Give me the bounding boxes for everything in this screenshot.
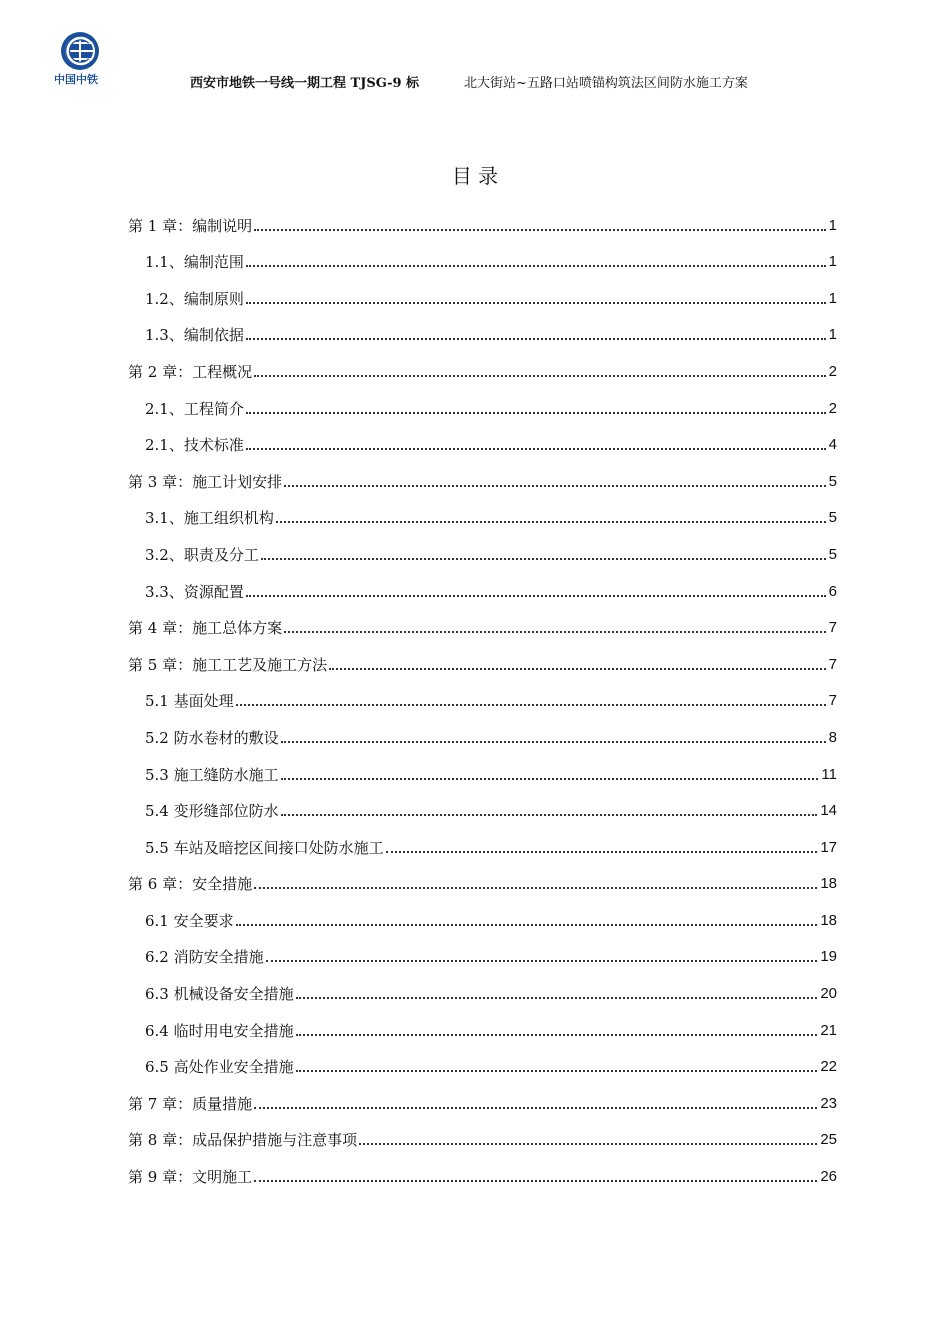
- logo-text: 中国中铁: [54, 73, 98, 86]
- toc-page-number: 1: [828, 289, 837, 307]
- toc-entry-text: 1.1、编制范围: [145, 253, 244, 272]
- toc-page-number: 4: [828, 436, 837, 454]
- toc-page-number: 2: [828, 362, 837, 380]
- toc-page-number: 1: [828, 253, 837, 271]
- toc-entry-text: 6.5 高处作业安全措施: [145, 1058, 294, 1077]
- toc-dot-leader: [296, 1034, 818, 1036]
- toc-page-number: 5: [828, 545, 837, 563]
- toc-page-number: 2: [828, 399, 837, 417]
- toc-dot-leader: [246, 265, 826, 267]
- toc-dot-leader: [254, 1180, 817, 1182]
- toc-section-entry[interactable]: [128, 751, 837, 788]
- toc-dot-leader: [329, 668, 826, 670]
- toc-page-number: 5: [828, 509, 837, 527]
- toc-section-entry[interactable]: [128, 568, 837, 605]
- toc-entry-text: 第 9 章：文明施工: [128, 1168, 253, 1187]
- toc-dot-leader: [254, 229, 826, 231]
- toc-entry-text: 第 5 章：施工工艺及施工方法: [128, 655, 328, 674]
- toc-section-entry[interactable]: [128, 714, 837, 751]
- toc-dot-leader: [266, 960, 818, 962]
- header-scheme-title: 北大街站~五路口站喷锚构筑法区间防水施工方案: [464, 76, 748, 91]
- toc-dot-leader: [276, 521, 826, 523]
- toc-section-entry[interactable]: [128, 422, 837, 459]
- toc-section-entry[interactable]: [128, 1044, 837, 1081]
- toc-entry-text: 5.3 施工缝防水施工: [145, 765, 279, 784]
- toc-chapter-entry[interactable]: [128, 861, 837, 898]
- toc-entry-text: 3.3、资源配置: [145, 582, 244, 601]
- toc-page-number: 18: [820, 911, 837, 929]
- toc-entry-text: 第 8 章：成品保护措施与注意事项: [128, 1131, 358, 1150]
- toc-entry-text: 2.1、工程简介: [145, 399, 244, 418]
- toc-entry-text: 第 6 章：安全措施: [128, 875, 253, 894]
- toc-dot-leader: [359, 1143, 817, 1145]
- toc-dot-leader: [296, 997, 818, 999]
- toc-section-entry[interactable]: [128, 495, 837, 532]
- toc-entry-text: 5.2 防水卷材的敷设: [145, 728, 279, 747]
- toc-dot-leader: [261, 558, 826, 560]
- toc-section-entry[interactable]: [128, 897, 837, 934]
- toc-dot-leader: [246, 412, 826, 414]
- toc-entry-text: 6.3 机械设备安全措施: [145, 985, 294, 1004]
- toc-dot-leader: [281, 778, 819, 780]
- toc-page-number: 1: [828, 326, 837, 344]
- table-of-contents: [128, 202, 837, 1190]
- toc-chapter-entry[interactable]: [128, 1153, 837, 1190]
- toc-section-entry[interactable]: [128, 934, 837, 971]
- toc-page-number: 19: [820, 948, 837, 966]
- toc-entry-text: 第 2 章：工程概况: [128, 362, 253, 381]
- toc-entry-text: 第 4 章：施工总体方案: [128, 619, 283, 638]
- toc-entry-text: 2.1、技术标准: [145, 436, 244, 455]
- toc-dot-leader: [236, 704, 826, 706]
- toc-entry-text: 1.3、编制依据: [145, 326, 244, 345]
- toc-dot-leader: [284, 485, 826, 487]
- toc-page-number: 20: [820, 985, 837, 1003]
- toc-entry-text: 6.1 安全要求: [145, 911, 234, 930]
- toc-entry-text: 第 3 章：施工计划安排: [128, 472, 283, 491]
- toc-section-entry[interactable]: [128, 1007, 837, 1044]
- toc-dot-leader: [284, 631, 826, 633]
- toc-entry-text: 5.1 基面处理: [145, 692, 234, 711]
- toc-dot-leader: [296, 1070, 818, 1072]
- toc-page-number: 8: [828, 728, 837, 746]
- toc-entry-text: 1.2、编制原则: [145, 289, 244, 308]
- toc-page-number: 26: [820, 1168, 837, 1186]
- toc-dot-leader: [246, 338, 826, 340]
- toc-dot-leader: [254, 887, 817, 889]
- toc-page-number: 14: [820, 802, 837, 820]
- toc-chapter-entry[interactable]: [128, 641, 837, 678]
- toc-section-entry[interactable]: [128, 385, 837, 422]
- toc-entry-text: 第 7 章：质量措施: [128, 1094, 253, 1113]
- toc-chapter-entry[interactable]: [128, 202, 837, 239]
- toc-page-number: 7: [828, 655, 837, 673]
- toc-section-entry[interactable]: [128, 275, 837, 312]
- toc-dot-leader: [236, 924, 818, 926]
- toc-dot-leader: [281, 814, 818, 816]
- toc-page-number: 7: [828, 692, 837, 710]
- toc-section-entry[interactable]: [128, 788, 837, 825]
- toc-title: 目 录: [451, 164, 499, 188]
- toc-dot-leader: [254, 375, 826, 377]
- toc-section-entry[interactable]: [128, 531, 837, 568]
- toc-dot-leader: [254, 1107, 817, 1109]
- toc-entry-text: 3.2、职责及分工: [145, 545, 259, 564]
- toc-dot-leader: [386, 851, 818, 853]
- toc-page-number: 1: [828, 216, 837, 234]
- toc-chapter-entry[interactable]: [128, 1080, 837, 1117]
- toc-page-number: 11: [821, 765, 837, 783]
- toc-entry-text: 3.1、施工组织机构: [145, 509, 274, 528]
- toc-dot-leader: [246, 302, 826, 304]
- toc-entry-text: 6.4 临时用电安全措施: [145, 1021, 294, 1040]
- toc-page-number: 25: [820, 1131, 837, 1149]
- toc-section-entry[interactable]: [128, 970, 837, 1007]
- toc-chapter-entry[interactable]: [128, 348, 837, 385]
- toc-chapter-entry[interactable]: [128, 458, 837, 495]
- toc-chapter-entry[interactable]: [128, 605, 837, 642]
- toc-section-entry[interactable]: [128, 824, 837, 861]
- toc-section-entry[interactable]: [128, 239, 837, 276]
- crec-logo-icon: [52, 30, 108, 72]
- toc-page-number: 7: [828, 619, 837, 637]
- toc-dot-leader: [246, 595, 826, 597]
- toc-chapter-entry[interactable]: [128, 1117, 837, 1154]
- toc-dot-leader: [246, 448, 826, 450]
- toc-page-number: 22: [820, 1058, 837, 1076]
- toc-entry-text: 第 1 章：编制说明: [128, 216, 253, 235]
- toc-section-entry[interactable]: [128, 312, 837, 349]
- toc-page-number: 21: [820, 1021, 837, 1039]
- header-project-title: 西安市地铁一号线一期工程 TJSG-9 标: [190, 76, 420, 91]
- toc-page-number: 17: [820, 838, 837, 856]
- toc-entry-text: 6.2 消防安全措施: [145, 948, 264, 967]
- toc-entry-text: 5.4 变形缝部位防水: [145, 802, 279, 821]
- toc-dot-leader: [281, 741, 826, 743]
- toc-page-number: 18: [820, 875, 837, 893]
- toc-section-entry[interactable]: [128, 678, 837, 715]
- toc-page-number: 6: [828, 582, 837, 600]
- toc-page-number: 23: [820, 1094, 837, 1112]
- toc-page-number: 5: [828, 472, 837, 490]
- toc-entry-text: 5.5 车站及暗挖区间接口处防水施工: [145, 838, 384, 857]
